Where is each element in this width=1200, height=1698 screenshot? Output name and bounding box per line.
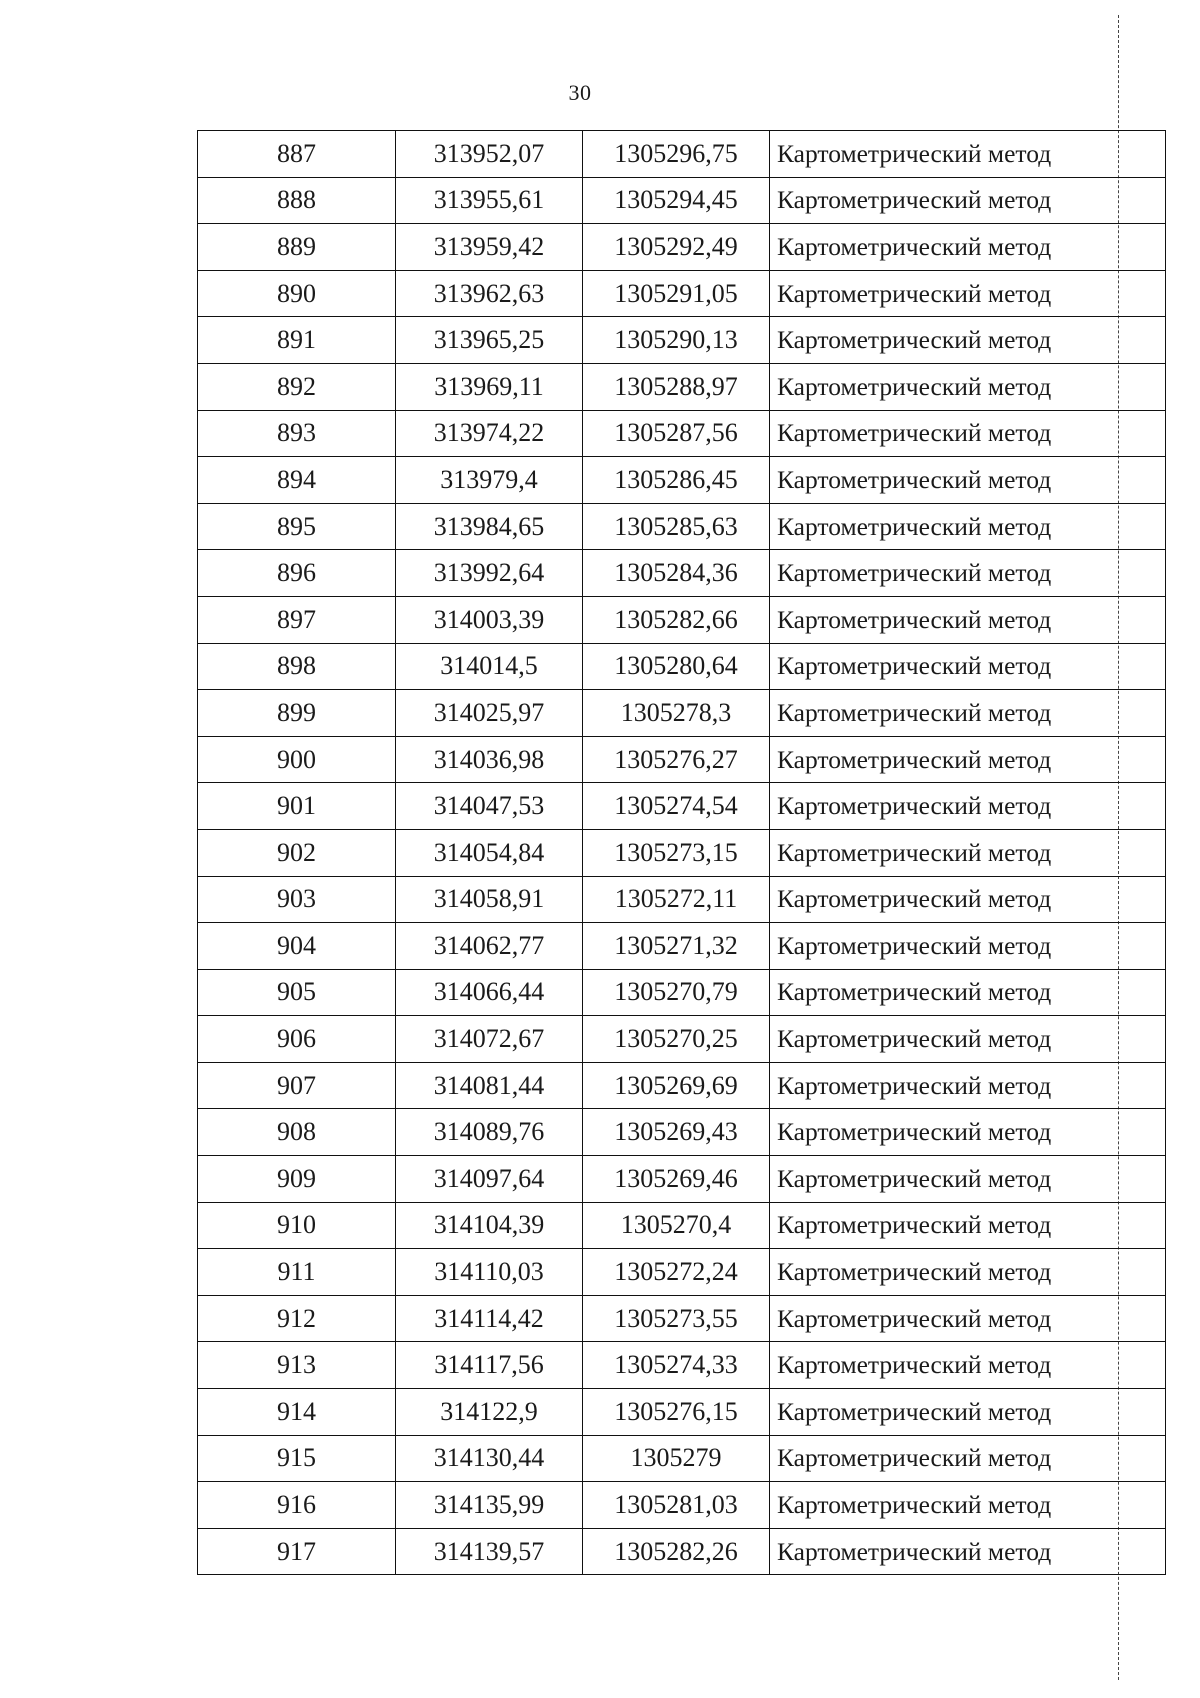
table-row <box>198 317 1166 364</box>
point-number-cell: 915 <box>198 1435 396 1482</box>
x-coordinate-cell: 314097,64 <box>396 1156 583 1203</box>
table-row <box>198 643 1166 690</box>
x-coordinate-cell: 314081,44 <box>396 1062 583 1109</box>
point-number-cell: 914 <box>198 1389 396 1436</box>
y-coordinate-cell: 1305269,43 <box>583 1109 770 1156</box>
x-coordinate-cell: 314110,03 <box>396 1249 583 1296</box>
point-number-cell: 891 <box>198 317 396 364</box>
point-number-cell: 905 <box>198 969 396 1016</box>
x-coordinate-cell: 314003,39 <box>396 596 583 643</box>
page-number <box>0 80 1200 106</box>
method-cell: Картометрический метод <box>770 783 1166 830</box>
y-coordinate-cell: 1305279 <box>583 1435 770 1482</box>
table-row <box>198 224 1166 271</box>
method-cell: Картометрический метод <box>770 224 1166 271</box>
method-cell: Картометрический метод <box>770 131 1166 178</box>
point-number-cell: 889 <box>198 224 396 271</box>
x-coordinate-cell: 314014,5 <box>396 643 583 690</box>
point-number-cell: 895 <box>198 503 396 550</box>
method-cell: Картометрический метод <box>770 1389 1166 1436</box>
x-coordinate-cell: 313962,63 <box>396 270 583 317</box>
method-cell: Картометрический метод <box>770 596 1166 643</box>
method-cell: Картометрический метод <box>770 410 1166 457</box>
y-coordinate-cell: 1305274,33 <box>583 1342 770 1389</box>
y-coordinate-cell: 1305270,4 <box>583 1202 770 1249</box>
table-row <box>198 876 1166 923</box>
x-coordinate-cell: 313992,64 <box>396 550 583 597</box>
method-cell: Картометрический метод <box>770 457 1166 504</box>
x-coordinate-cell: 314047,53 <box>396 783 583 830</box>
page-number-text: 30 <box>568 80 592 105</box>
method-cell: Картометрический метод <box>770 177 1166 224</box>
point-number-cell: 892 <box>198 363 396 410</box>
method-cell: Картометрический метод <box>770 1062 1166 1109</box>
table-row <box>198 1249 1166 1296</box>
table-row <box>198 1109 1166 1156</box>
table-row <box>198 410 1166 457</box>
y-coordinate-cell: 1305296,75 <box>583 131 770 178</box>
y-coordinate-cell: 1305276,27 <box>583 736 770 783</box>
method-cell: Картометрический метод <box>770 270 1166 317</box>
point-number-cell: 900 <box>198 736 396 783</box>
point-number-cell: 916 <box>198 1482 396 1529</box>
y-coordinate-cell: 1305288,97 <box>583 363 770 410</box>
method-cell: Картометрический метод <box>770 829 1166 876</box>
y-coordinate-cell: 1305281,03 <box>583 1482 770 1529</box>
x-coordinate-cell: 314058,91 <box>396 876 583 923</box>
method-cell: Картометрический метод <box>770 1016 1166 1063</box>
y-coordinate-cell: 1305270,25 <box>583 1016 770 1063</box>
method-cell: Картометрический метод <box>770 923 1166 970</box>
method-cell: Картометрический метод <box>770 690 1166 737</box>
method-cell: Картометрический метод <box>770 1156 1166 1203</box>
table-row <box>198 1482 1166 1529</box>
x-coordinate-cell: 313984,65 <box>396 503 583 550</box>
y-coordinate-cell: 1305276,15 <box>583 1389 770 1436</box>
y-coordinate-cell: 1305284,36 <box>583 550 770 597</box>
x-coordinate-cell: 314135,99 <box>396 1482 583 1529</box>
point-number-cell: 898 <box>198 643 396 690</box>
y-coordinate-cell: 1305282,26 <box>583 1528 770 1575</box>
method-cell: Картометрический метод <box>770 736 1166 783</box>
method-cell: Картометрический метод <box>770 1528 1166 1575</box>
coordinates-table-body <box>198 131 1166 1575</box>
y-coordinate-cell: 1305269,46 <box>583 1156 770 1203</box>
point-number-cell: 902 <box>198 829 396 876</box>
point-number-cell: 911 <box>198 1249 396 1296</box>
method-cell: Картометрический метод <box>770 1295 1166 1342</box>
method-cell: Картометрический метод <box>770 503 1166 550</box>
method-cell: Картометрический метод <box>770 363 1166 410</box>
point-number-cell: 913 <box>198 1342 396 1389</box>
x-coordinate-cell: 314054,84 <box>396 829 583 876</box>
y-coordinate-cell: 1305286,45 <box>583 457 770 504</box>
x-coordinate-cell: 314130,44 <box>396 1435 583 1482</box>
table-row <box>198 923 1166 970</box>
table-row <box>198 131 1166 178</box>
method-cell: Картометрический метод <box>770 876 1166 923</box>
x-coordinate-cell: 314066,44 <box>396 969 583 1016</box>
y-coordinate-cell: 1305285,63 <box>583 503 770 550</box>
point-number-cell: 907 <box>198 1062 396 1109</box>
point-number-cell: 908 <box>198 1109 396 1156</box>
table-row <box>198 1016 1166 1063</box>
point-number-cell: 912 <box>198 1295 396 1342</box>
y-coordinate-cell: 1305294,45 <box>583 177 770 224</box>
table-row <box>198 177 1166 224</box>
point-number-cell: 890 <box>198 270 396 317</box>
y-coordinate-cell: 1305271,32 <box>583 923 770 970</box>
x-coordinate-cell: 313979,4 <box>396 457 583 504</box>
y-coordinate-cell: 1305272,11 <box>583 876 770 923</box>
table-row <box>198 596 1166 643</box>
y-coordinate-cell: 1305273,55 <box>583 1295 770 1342</box>
y-coordinate-cell: 1305280,64 <box>583 643 770 690</box>
x-coordinate-cell: 313952,07 <box>396 131 583 178</box>
point-number-cell: 906 <box>198 1016 396 1063</box>
point-number-cell: 903 <box>198 876 396 923</box>
x-coordinate-cell: 314089,76 <box>396 1109 583 1156</box>
y-coordinate-cell: 1305274,54 <box>583 783 770 830</box>
table-row <box>198 736 1166 783</box>
y-coordinate-cell: 1305272,24 <box>583 1249 770 1296</box>
y-coordinate-cell: 1305292,49 <box>583 224 770 271</box>
method-cell: Картометрический метод <box>770 550 1166 597</box>
y-coordinate-cell: 1305282,66 <box>583 596 770 643</box>
x-coordinate-cell: 313959,42 <box>396 224 583 271</box>
y-coordinate-cell: 1305273,15 <box>583 829 770 876</box>
table-row <box>198 969 1166 1016</box>
table-row <box>198 1202 1166 1249</box>
point-number-cell: 896 <box>198 550 396 597</box>
method-cell: Картометрический метод <box>770 969 1166 1016</box>
point-number-cell: 887 <box>198 131 396 178</box>
point-number-cell: 897 <box>198 596 396 643</box>
point-number-cell: 894 <box>198 457 396 504</box>
x-coordinate-cell: 313969,11 <box>396 363 583 410</box>
x-coordinate-cell: 314025,97 <box>396 690 583 737</box>
table-row <box>198 1295 1166 1342</box>
y-coordinate-cell: 1305290,13 <box>583 317 770 364</box>
table-row <box>198 363 1166 410</box>
x-coordinate-cell: 314104,39 <box>396 1202 583 1249</box>
y-coordinate-cell: 1305278,3 <box>583 690 770 737</box>
method-cell: Картометрический метод <box>770 1109 1166 1156</box>
table-row <box>198 457 1166 504</box>
x-coordinate-cell: 314072,67 <box>396 1016 583 1063</box>
method-cell: Картометрический метод <box>770 1482 1166 1529</box>
table-row <box>198 783 1166 830</box>
method-cell: Картометрический метод <box>770 643 1166 690</box>
table-row <box>198 503 1166 550</box>
coordinates-table <box>197 130 1166 1575</box>
table-row <box>198 1062 1166 1109</box>
y-coordinate-cell: 1305270,79 <box>583 969 770 1016</box>
x-coordinate-cell: 313955,61 <box>396 177 583 224</box>
method-cell: Картометрический метод <box>770 1202 1166 1249</box>
table-row <box>198 829 1166 876</box>
point-number-cell: 888 <box>198 177 396 224</box>
method-cell: Картометрический метод <box>770 1435 1166 1482</box>
x-coordinate-cell: 314114,42 <box>396 1295 583 1342</box>
x-coordinate-cell: 314122,9 <box>396 1389 583 1436</box>
x-coordinate-cell: 313974,22 <box>396 410 583 457</box>
x-coordinate-cell: 314062,77 <box>396 923 583 970</box>
table-row <box>198 1528 1166 1575</box>
method-cell: Картометрический метод <box>770 1249 1166 1296</box>
method-cell: Картометрический метод <box>770 317 1166 364</box>
x-coordinate-cell: 314139,57 <box>396 1528 583 1575</box>
x-coordinate-cell: 314117,56 <box>396 1342 583 1389</box>
point-number-cell: 899 <box>198 690 396 737</box>
point-number-cell: 909 <box>198 1156 396 1203</box>
y-coordinate-cell: 1305291,05 <box>583 270 770 317</box>
point-number-cell: 904 <box>198 923 396 970</box>
table-row <box>198 550 1166 597</box>
table-row <box>198 1156 1166 1203</box>
y-coordinate-cell: 1305269,69 <box>583 1062 770 1109</box>
method-cell: Картометрический метод <box>770 1342 1166 1389</box>
table-row <box>198 1435 1166 1482</box>
table-row <box>198 690 1166 737</box>
table-row <box>198 270 1166 317</box>
point-number-cell: 901 <box>198 783 396 830</box>
y-coordinate-cell: 1305287,56 <box>583 410 770 457</box>
point-number-cell: 893 <box>198 410 396 457</box>
x-coordinate-cell: 314036,98 <box>396 736 583 783</box>
x-coordinate-cell: 313965,25 <box>396 317 583 364</box>
point-number-cell: 910 <box>198 1202 396 1249</box>
table-row <box>198 1342 1166 1389</box>
table-row <box>198 1389 1166 1436</box>
point-number-cell: 917 <box>198 1528 396 1575</box>
